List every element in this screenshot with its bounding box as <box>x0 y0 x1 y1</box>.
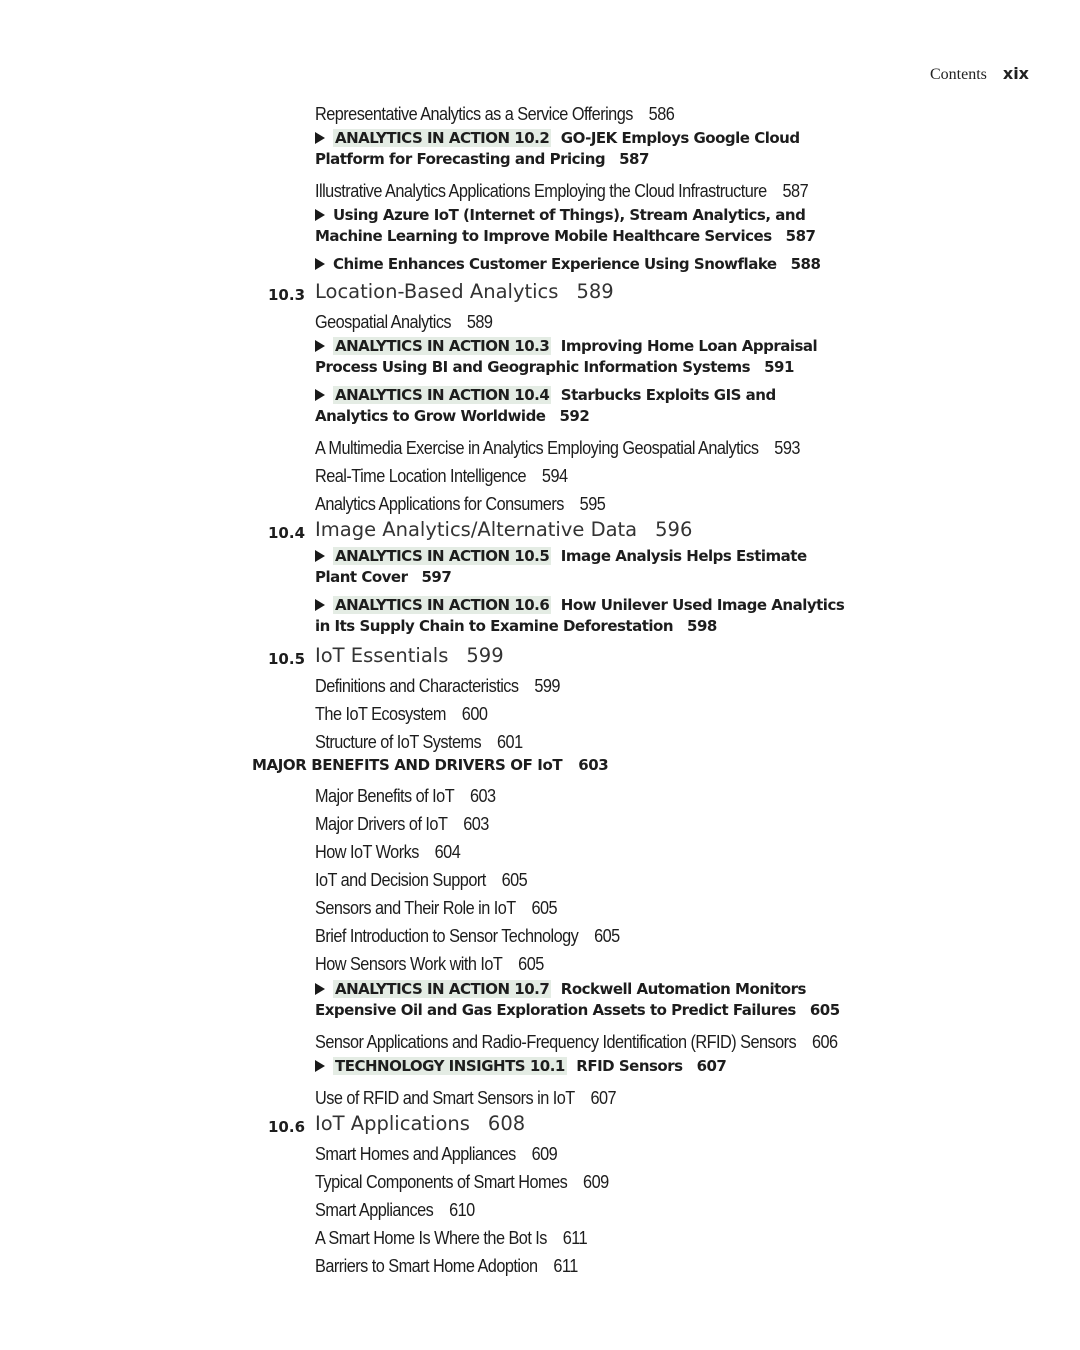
entry-page-number: 603 <box>463 813 489 834</box>
entry-title: Definitions and Characteristics <box>315 675 519 696</box>
section-number: 10.3 <box>268 286 306 304</box>
toc-section-heading <box>0 1112 1080 1142</box>
toc-subentry <box>315 462 568 490</box>
play-triangle-icon <box>315 550 325 562</box>
section-title <box>315 1112 525 1135</box>
entry-page-number: 587 <box>785 227 816 245</box>
entry-title: Major Drivers of IoT <box>315 813 448 834</box>
play-triangle-icon <box>315 1060 325 1072</box>
entry-title: IoT and Decision Support <box>315 869 486 890</box>
major-heading-title: MAJOR BENEFITS AND DRIVERS OF IoT <box>252 756 563 774</box>
toc-subentry <box>315 1224 587 1252</box>
toc-subentry <box>315 700 487 728</box>
entry-title: Improving Home Loan Appraisal Process Using BI and Geographic Information Systems <box>315 337 818 376</box>
section-title <box>315 644 504 667</box>
toc-subentry <box>315 728 523 756</box>
entry-title: Use of RFID and Smart Sensors in IoT <box>315 1087 575 1108</box>
play-triangle-icon <box>315 132 325 144</box>
entry-page-number: 599 <box>466 644 504 667</box>
toc-subentry <box>315 434 800 462</box>
toc-subentry <box>315 177 808 205</box>
entry-page-number: 586 <box>648 103 675 124</box>
entry-page-number: 605 <box>809 1001 840 1019</box>
entry-title: Illustrative Analytics Applications Employing the Cloud Infrastructure <box>315 180 767 201</box>
toc-subentry <box>315 1196 475 1224</box>
entry-title: Typical Components of Smart Homes <box>315 1171 568 1192</box>
entry-page-number: 599 <box>534 675 560 696</box>
toc-feature-box-entry <box>315 595 845 637</box>
entry-page-number: 608 <box>487 1112 526 1135</box>
entry-title: Sensors and Their Role in IoT <box>315 897 516 918</box>
toc-feature-box-entry <box>315 336 845 378</box>
entry-title: Sensor Applications and Radio-Frequency Identification (RFID) Sensors <box>315 1031 797 1052</box>
entry-page-number: 603 <box>578 756 609 774</box>
toc-subentry <box>315 1252 578 1280</box>
play-triangle-icon <box>315 389 325 401</box>
entry-title: Major Benefits of IoT <box>315 785 455 806</box>
toc-feature-box-entry <box>315 979 845 1021</box>
section-title-text: IoT Essentials <box>315 644 449 667</box>
entry-page-number: 607 <box>590 1087 617 1108</box>
toc-subentry <box>315 810 489 838</box>
entry-page-number: 596 <box>655 518 693 541</box>
play-triangle-icon <box>315 599 325 611</box>
toc-subentry <box>315 782 496 810</box>
entry-page-number: 588 <box>790 255 821 273</box>
toc-subentry <box>315 838 460 866</box>
toc-section-heading <box>0 644 1080 674</box>
entry-title: A Smart Home Is Where the Bot Is <box>315 1227 547 1248</box>
entry-page-number: 594 <box>541 465 568 486</box>
play-triangle-icon <box>315 340 325 352</box>
play-triangle-icon <box>315 209 325 221</box>
running-header-label: Contents <box>929 66 987 83</box>
feature-tag: ANALYTICS IN ACTION 10.3 <box>335 337 550 355</box>
entry-page-number: 601 <box>497 731 523 752</box>
entry-page-number: 592 <box>559 407 590 425</box>
entry-title: The IoT Ecosystem <box>315 703 446 724</box>
section-number: 10.6 <box>268 1118 306 1136</box>
entry-page-number: 598 <box>687 617 717 635</box>
toc-feature-box-entry <box>315 1056 845 1077</box>
entry-page-number: 591 <box>764 358 794 376</box>
feature-tag: ANALYTICS IN ACTION 10.6 <box>335 596 550 614</box>
entry-title: Rockwell Automation Monitors Expensive Oil and Gas Exploration Assets to Predict Failures <box>315 980 806 1019</box>
toc-subentry <box>315 308 492 336</box>
entry-page-number: 600 <box>461 703 488 724</box>
entry-title: Representative Analytics as a Service Offerings <box>315 103 633 124</box>
entry-title: Starbucks Exploits GIS and Analytics to Grow Worldwide <box>315 386 776 425</box>
folio-page-number: xix <box>1002 64 1029 83</box>
entry-title: Structure of IoT Systems <box>315 731 482 752</box>
toc-subentry <box>315 894 557 922</box>
section-title-text: IoT Applications <box>315 1112 470 1135</box>
feature-tag: ANALYTICS IN ACTION 10.4 <box>335 386 550 404</box>
entry-title: Smart Appliances <box>315 1199 434 1220</box>
entry-title: Using Azure IoT (Internet of Things), Stream Analytics, and Machine Learning to Improve Mobile Healthcare Services <box>315 206 806 245</box>
toc-feature-box-entry <box>315 128 845 170</box>
entry-page-number: 604 <box>434 841 461 862</box>
toc-feature-box-entry <box>315 205 845 247</box>
toc-subentry <box>315 672 560 700</box>
play-triangle-icon <box>315 983 325 995</box>
entry-page-number: 587 <box>619 150 649 168</box>
play-triangle-icon <box>315 258 325 270</box>
entry-page-number: 609 <box>583 1171 609 1192</box>
entry-page-number: 605 <box>531 897 558 918</box>
entry-title: Chime Enhances Customer Experience Using Snowflake <box>333 255 777 273</box>
entry-page-number: 589 <box>576 280 614 303</box>
feature-tag: ANALYTICS IN ACTION 10.7 <box>335 980 550 998</box>
toc-subentry <box>315 1084 616 1112</box>
entry-title: Smart Homes and Appliances <box>315 1143 516 1164</box>
entry-page-number: 611 <box>553 1255 578 1276</box>
entry-title: A Multimedia Exercise in Analytics Employing Geospatial Analytics <box>315 437 759 458</box>
entry-title: How Sensors Work with IoT <box>315 953 503 974</box>
toc-section-heading <box>0 280 1080 310</box>
section-number: 10.4 <box>268 524 306 542</box>
entry-title: How Unilever Used Image Analytics in Its Supply Chain to Examine Deforestation <box>315 596 845 635</box>
running-header <box>930 64 1029 86</box>
toc-subentry <box>315 1140 557 1168</box>
entry-page-number: 611 <box>562 1227 588 1248</box>
entry-page-number: 607 <box>696 1057 727 1075</box>
entry-title: How IoT Works <box>315 841 419 862</box>
section-title-text: Location-Based Analytics <box>315 280 559 303</box>
entry-title: Real-Time Location Intelligence <box>315 465 527 486</box>
entry-page-number: 605 <box>518 953 544 974</box>
section-title-text: Image Analytics/Alternative Data <box>315 518 638 541</box>
toc-feature-box-entry <box>315 254 845 275</box>
toc-subentry <box>315 1168 609 1196</box>
toc-section-heading <box>0 518 1080 548</box>
toc-feature-box-entry <box>315 385 845 427</box>
feature-tag: TECHNOLOGY INSIGHTS 10.1 <box>335 1057 565 1075</box>
entry-title: Barriers to Smart Home Adoption <box>315 1255 538 1276</box>
entry-title: Geospatial Analytics <box>315 311 452 332</box>
section-number: 10.5 <box>268 650 306 668</box>
entry-title: Image Analysis Helps Estimate Plant Cover <box>315 547 807 586</box>
toc-major-heading <box>252 756 608 774</box>
entry-page-number: 597 <box>421 568 452 586</box>
feature-tag: ANALYTICS IN ACTION 10.2 <box>335 129 550 147</box>
entry-page-number: 603 <box>469 785 496 806</box>
entry-title: Analytics Applications for Consumers <box>315 493 564 514</box>
entry-page-number: 593 <box>774 437 800 458</box>
entry-page-number: 606 <box>812 1031 838 1052</box>
toc-subentry <box>315 490 605 518</box>
entry-page-number: 589 <box>466 311 493 332</box>
toc-subentry <box>315 866 527 894</box>
entry-page-number: 587 <box>782 180 809 201</box>
section-title <box>315 280 614 303</box>
entry-page-number: 610 <box>449 1199 475 1220</box>
entry-page-number: 605 <box>501 869 528 890</box>
toc-feature-box-entry <box>315 546 845 588</box>
toc-subentry <box>315 1028 838 1056</box>
feature-tag: ANALYTICS IN ACTION 10.5 <box>335 547 550 565</box>
entry-title: GO-JEK Employs Google Cloud Platform for Forecasting and Pricing <box>315 129 800 168</box>
entry-page-number: 609 <box>531 1143 558 1164</box>
entry-title: Brief Introduction to Sensor Technology <box>315 925 579 946</box>
toc-subentry <box>315 922 620 950</box>
toc-subentry <box>315 950 544 978</box>
entry-page-number: 595 <box>579 493 606 514</box>
toc-subentry <box>315 100 674 128</box>
entry-title: RFID Sensors <box>576 1057 683 1075</box>
entry-page-number: 605 <box>594 925 620 946</box>
section-title <box>315 518 692 541</box>
